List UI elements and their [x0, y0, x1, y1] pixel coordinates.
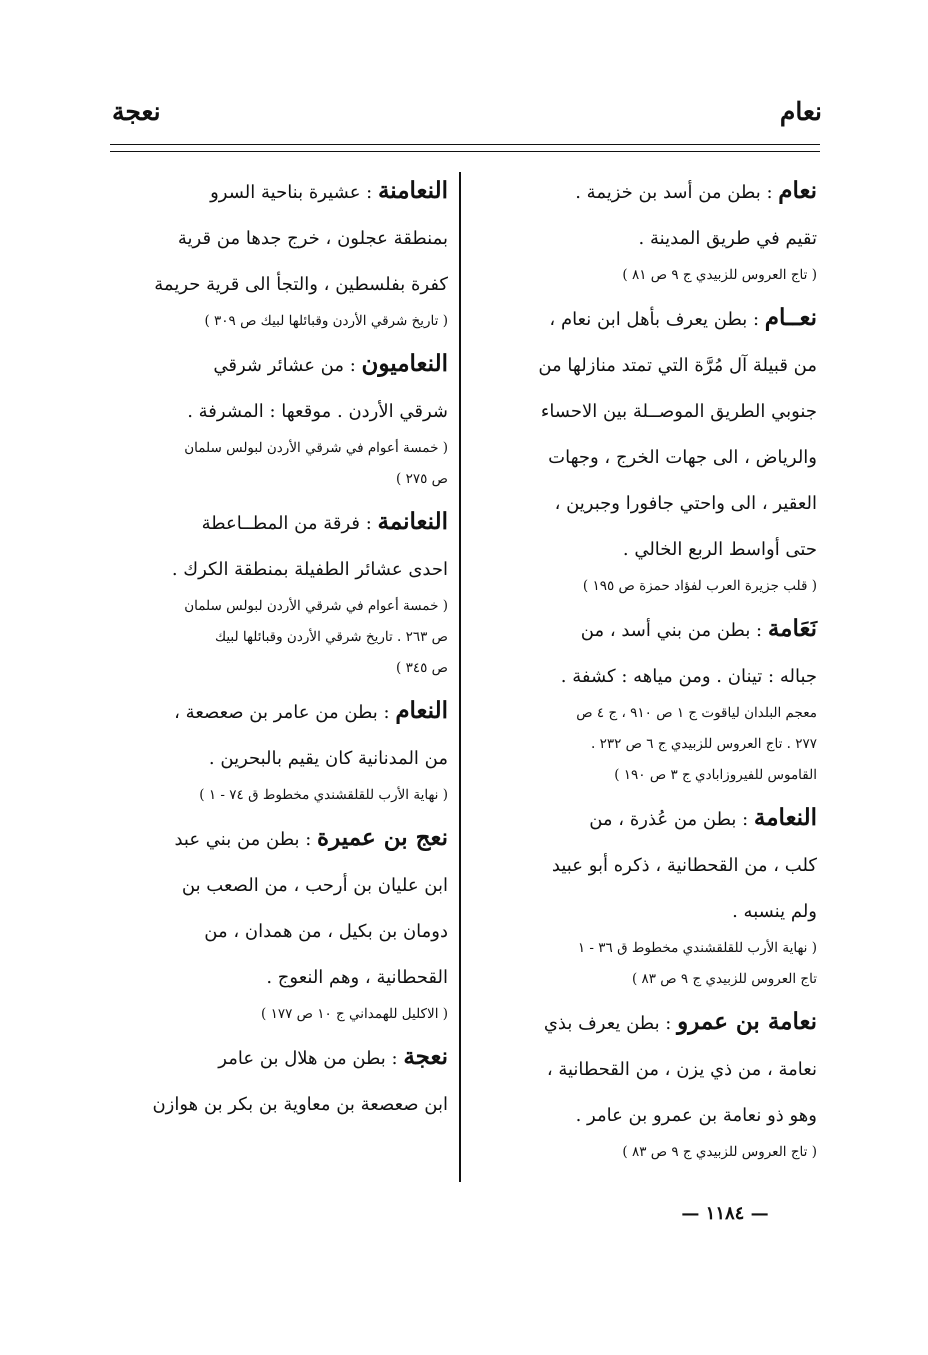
entry-line: [472, 654, 817, 700]
entry-text: العقير ، الى واحتي جافورا وجبرين ،: [554, 493, 817, 514]
entry-reference: معجم البلدان لياقوت ج ١ ص ٩١٠ ، ج ٤ ص: [576, 705, 817, 721]
entry-reference: ص ٢٦٣ . تاريخ شرقي الأردن وقبائلها لبيك: [214, 629, 448, 645]
dictionary-entry: [104, 688, 448, 809]
dictionary-entry: [472, 606, 817, 789]
dictionary-entry: [472, 295, 817, 600]
entry-reference: ( تاريخ شرقي الأردن وقبائلها لبيك ص ٣٠٩ ): [204, 313, 448, 329]
entry-text: جباله : تينان . ومن مياهه : كشفة .: [560, 666, 817, 687]
dictionary-entry: [472, 168, 817, 289]
entry-line: [472, 168, 817, 216]
entry-text: : بطن يعرف بذي: [543, 1013, 678, 1034]
entry-line: [472, 216, 817, 262]
entry-line: [472, 843, 817, 889]
dictionary-entry: [472, 999, 817, 1166]
page-header: [100, 92, 830, 142]
column-divider: [459, 172, 461, 1182]
entry-line: [472, 343, 817, 389]
entry-headword: نَعَامة: [767, 615, 817, 642]
dictionary-entry: [104, 341, 448, 493]
entry-text: جنوبي الطريق الموصــلة بين الاحساء: [540, 401, 817, 422]
entry-headword: النعاميون: [361, 350, 448, 377]
entry-headword: النعامة: [753, 804, 817, 831]
dictionary-entry: [104, 1034, 448, 1128]
entry-line: [104, 389, 448, 435]
entry-text: من قبيلة آل مُرَّة التي تمتد منازلها من: [538, 355, 817, 376]
entry-text: شرقي الأردن . موقعها : المشرفة .: [187, 401, 448, 422]
entry-text: من المدنانية كان يقيم بالبحرين .: [208, 748, 448, 769]
entry-text: ابن عليان بن أرحب ، من الصعب بن: [181, 875, 448, 896]
entry-reference: ( تاج العروس للزبيدي ج ٩ ص ٨١ ): [622, 267, 817, 283]
entry-reference: ( نهاية الأرب للقلقشندي مخطوط ق ٧٤ - ١ ): [199, 787, 448, 803]
entry-text: احدى عشائر الطفيلة بمنطقة الكرك .: [171, 559, 448, 580]
entry-reference: ( تاج العروس للزبيدي ج ٩ ص ٨٣ ): [622, 1144, 817, 1160]
entry-headword: النعانمة: [377, 508, 448, 535]
entry-text: : بطن من بني أسد ، من: [580, 620, 768, 641]
header-rule-bottom: [110, 151, 820, 152]
entry-reference: ٢٧٧ . تاج العروس للزبيدي ج ٦ ص ٢٣٢ .: [591, 736, 817, 752]
entry-reference: ( خمسة أعوام في شرقي الأردن لبولس سلمان: [184, 598, 448, 614]
entry-text: ابن صعصعة بن معاوية بن بكر بن هوازن: [152, 1094, 448, 1115]
entry-line: [104, 1082, 448, 1128]
entry-line: [472, 889, 817, 935]
header-left-headword: نعجة: [112, 97, 161, 126]
entry-text: وهو ذو نعامة بن عمرو بن عامر .: [575, 1105, 817, 1126]
entry-headword: نعام: [778, 177, 817, 204]
right-column: [472, 168, 817, 1172]
entry-headword: نعجة: [403, 1043, 448, 1070]
header-rule-top: [110, 144, 820, 145]
entry-line: [104, 499, 448, 547]
entry-headword: نعــام: [764, 304, 817, 331]
entry-line: [472, 1047, 817, 1093]
entry-text: : بطن من هلال بن عامر: [218, 1048, 404, 1069]
entry-text: ولم ينسبه .: [732, 901, 817, 922]
entry-reference: تاج العروس للزبيدي ج ٩ ص ٨٣ ): [631, 971, 817, 987]
entry-line: [104, 863, 448, 909]
entry-reference: ( خمسة أعوام في شرقي الأردن لبولس سلمان: [184, 440, 448, 456]
entry-text: : فرقة من المطــاعطة: [201, 513, 378, 534]
entry-text: بمنطقة عجلون ، خرج جدها من قرية: [177, 228, 448, 249]
entry-line: [472, 795, 817, 843]
entry-text: والرياض ، الى جهات الخرج ، وجهات: [548, 447, 817, 468]
entry-line: [472, 435, 817, 481]
entry-line: [472, 389, 817, 435]
entry-line: [472, 606, 817, 654]
entry-line: [104, 688, 448, 736]
entry-line: [104, 815, 448, 863]
entry-text: القحطانية ، وهم النعوج .: [266, 967, 448, 988]
entry-text: حتى أواسط الربع الخالي .: [622, 539, 817, 560]
entry-text: : بطن من عُذرة ، من: [589, 809, 754, 830]
page-number: — ١١٨٤ —: [681, 1203, 769, 1224]
entry-text: : بطن من عامر بن صعصعة ،: [174, 702, 396, 723]
entry-reference: ( الاكليل للهمداني ج ١٠ ص ١٧٧ ): [261, 1006, 448, 1022]
entry-reference: ص ٣٤٥ ): [396, 660, 448, 676]
dictionary-entry: [104, 815, 448, 1028]
entry-reference: ( قلب جزيرة العرب لفؤاد حمزة ص ١٩٥ ): [582, 578, 817, 594]
left-column: [104, 168, 448, 1134]
entry-text: تقيم في طريق المدينة .: [638, 228, 817, 249]
entry-line: [472, 999, 817, 1047]
entry-line: [104, 909, 448, 955]
entry-reference: ( نهاية الأرب للقلقشندي مخطوط ق ٣٦ - ١: [577, 940, 817, 956]
entry-headword: نعج بن عميرة: [317, 824, 448, 851]
entry-line: [472, 1093, 817, 1139]
dictionary-entry: [104, 168, 448, 335]
entry-line: [472, 295, 817, 343]
entry-line: [104, 955, 448, 1001]
entry-line: [472, 481, 817, 527]
entry-text: كفرة بفلسطين ، والتجأ الى قرية حريمة: [154, 274, 448, 295]
entry-headword: النعام: [395, 697, 448, 724]
entry-headword: نعامة بن عمرو: [677, 1008, 817, 1035]
entry-text: : عشيرة بناحية السرو: [210, 182, 378, 203]
entry-line: [104, 262, 448, 308]
entry-line: [104, 341, 448, 389]
entry-headword: النعامنة: [377, 177, 448, 204]
entry-text: : بطن يعرف بأهل ابن نعام ،: [549, 309, 765, 330]
entry-text: نعامة ، من ذي يزن ، من القحطانية ،: [546, 1059, 817, 1080]
entry-text: كلب ، من القحطانية ، ذكره أبو عبيد: [551, 855, 817, 876]
header-right-headword: نعام: [779, 97, 822, 126]
dictionary-entry: [104, 499, 448, 682]
entry-line: [104, 547, 448, 593]
entry-reference: القاموس للفيروزابادي ج ٣ ص ١٩٠ ): [614, 767, 817, 783]
entry-line: [104, 216, 448, 262]
entry-text: : بطن من بني عبد: [174, 829, 318, 850]
entry-reference: ص ٢٧٥ ): [396, 471, 448, 487]
entry-line: [104, 1034, 448, 1082]
entry-text: : بطن من أسد بن خزيمة .: [575, 182, 779, 203]
entry-line: [104, 168, 448, 216]
entry-line: [104, 736, 448, 782]
entry-text: دومان بن بكيل ، من همدان ، من: [204, 921, 448, 942]
entry-line: [472, 527, 817, 573]
entry-text: : من عشائر شرقي: [213, 355, 362, 376]
dictionary-entry: [472, 795, 817, 993]
